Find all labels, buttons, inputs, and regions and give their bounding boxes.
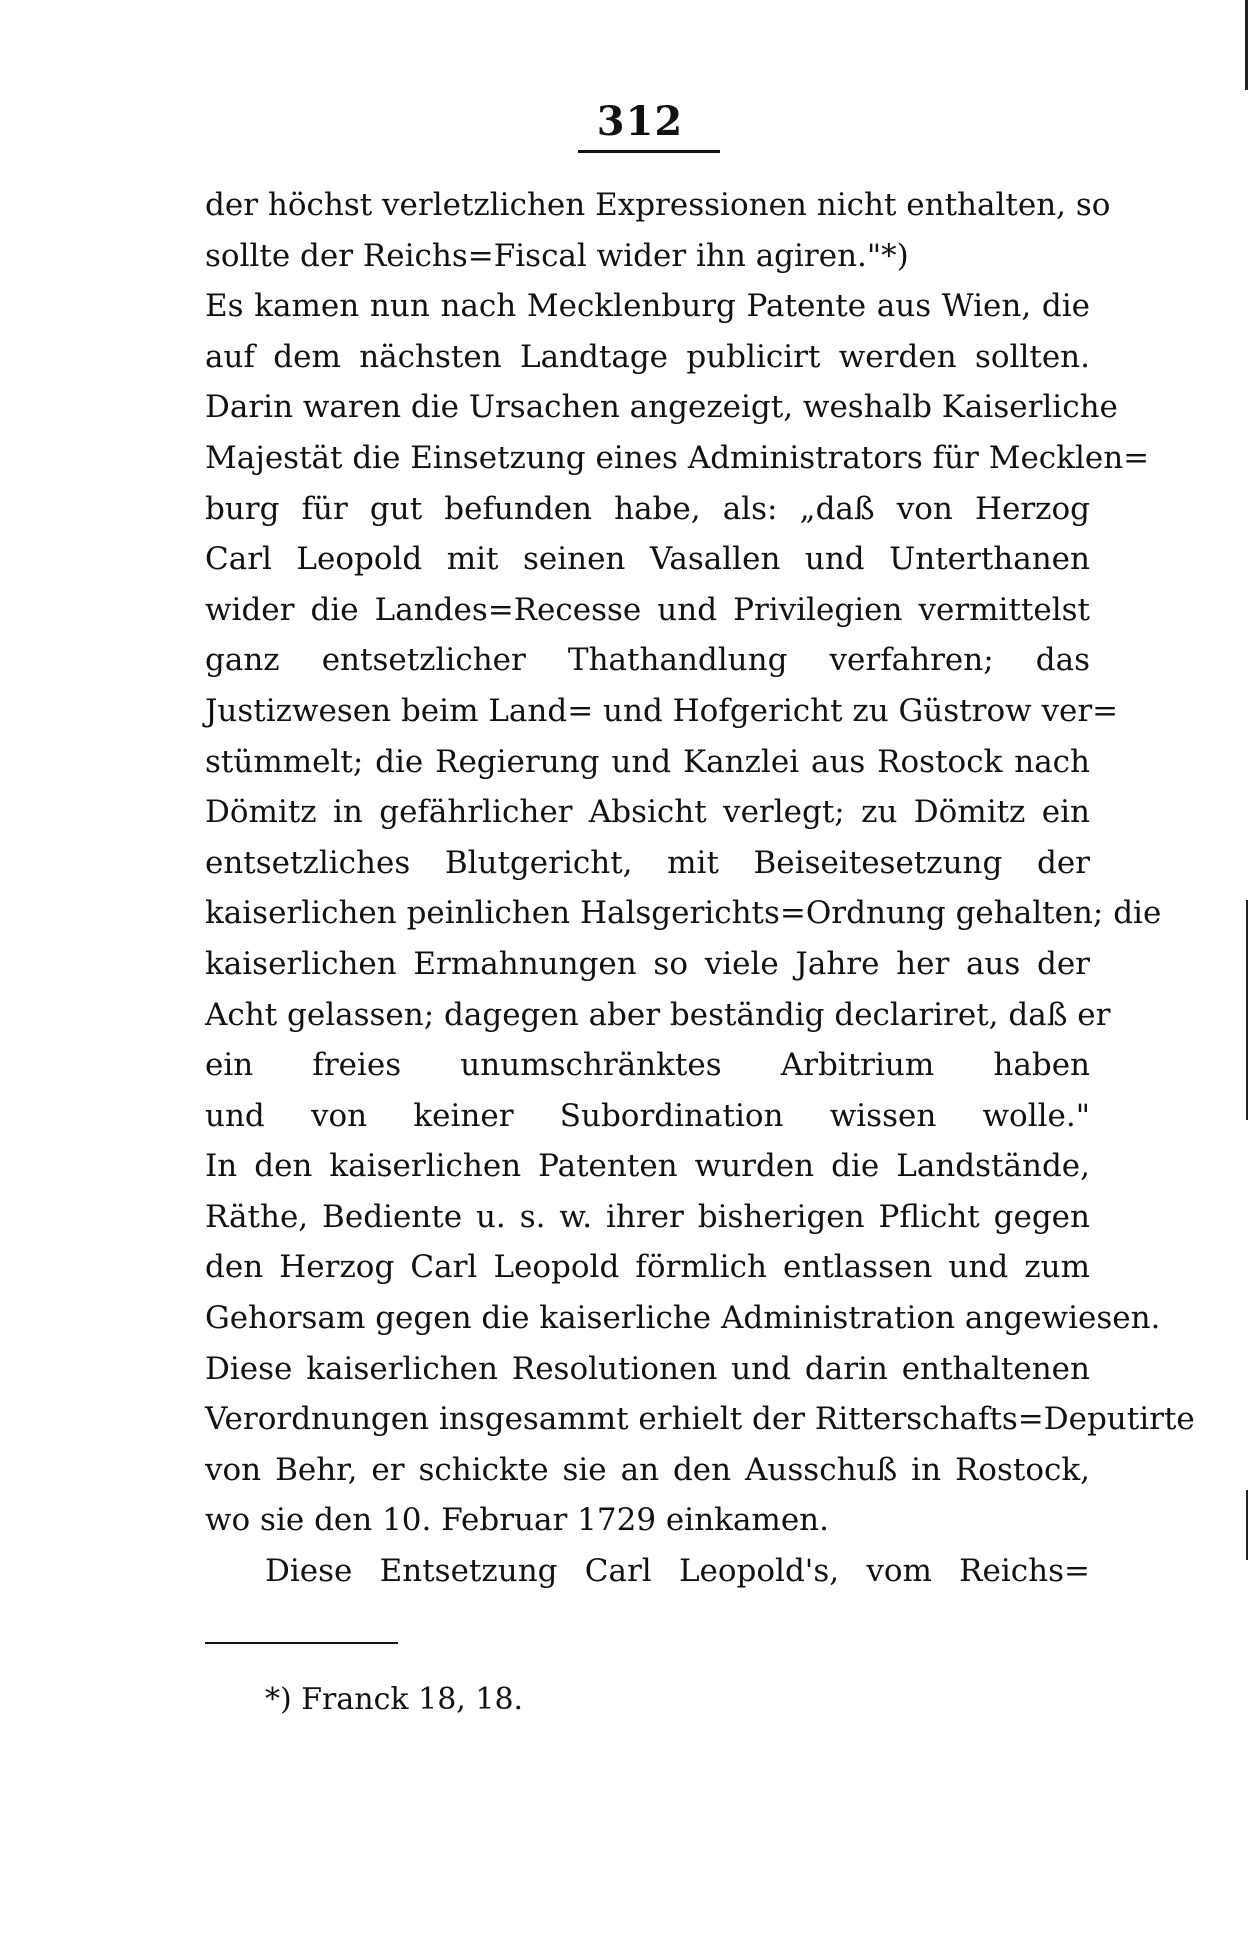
text-line: Justizwesen beim Land= und Hofgericht zu Güstrow ver= — [205, 692, 1119, 729]
text-line: Es kamen nun nach Mecklenburg Patente aus Wien, die — [205, 288, 1090, 325]
text-line: Räthe, Bediente u. s. w. ihrer bisherigen Pflicht gegen — [205, 1198, 1090, 1235]
text-line: den Herzog Carl Leopold förmlich entlassen und zum — [205, 1249, 1090, 1286]
text-line: Gehorsam gegen die kaiserliche Administration angewiesen. — [205, 1300, 1161, 1337]
footnote: *) Franck 18, 18. — [265, 1682, 524, 1717]
text-line: Darin waren die Ursachen angezeigt, weshalb Kaiserliche — [205, 389, 1118, 426]
page-number: 312 — [596, 98, 684, 145]
text-line: Carl Leopold mit seinen Vasallen und Unterthanen — [205, 541, 1090, 578]
page-edge-mark — [1245, 0, 1248, 90]
text-line: Dömitz in gefährlicher Absicht verlegt; zu Dömitz ein — [205, 794, 1090, 831]
footnote-rule — [205, 1642, 398, 1644]
text-line: auf dem nächsten Landtage publicirt werden sollten. — [205, 338, 1090, 375]
header-rule — [578, 150, 720, 153]
text-line: burg für gut befunden habe, als: „daß von Herzog — [205, 490, 1090, 527]
text-line: wo sie den 10. Februar 1729 einkamen. — [205, 1502, 829, 1539]
text-line: Acht gelassen; dagegen aber beständig declariret, daß er — [205, 996, 1111, 1033]
text-line: Verordnungen insgesammt erhielt der Ritterschafts=Deputirte — [205, 1401, 1195, 1438]
text-line: kaiserlichen peinlichen Halsgerichts=Ordnung gehalten; die — [205, 895, 1162, 932]
text-line: Diese kaiserlichen Resolutionen und darin enthaltenen — [205, 1350, 1090, 1387]
text-line: wider die Landes=Recesse und Privilegien vermittelst — [205, 591, 1090, 628]
text-line: entsetzliches Blutgericht, mit Beiseitesetzung der — [205, 844, 1090, 881]
text-line: In den kaiserlichen Patenten wurden die Landstände, — [205, 1148, 1090, 1185]
text-line: kaiserlichen Ermahnungen so viele Jahre her aus der — [205, 945, 1090, 982]
page-edge-mark — [1246, 900, 1248, 1120]
text-line: von Behr, er schickte sie an den Ausschuß in Rostock, — [205, 1451, 1090, 1488]
text-line: stümmelt; die Regierung und Kanzlei aus Rostock nach — [205, 743, 1090, 780]
text-line: Majestät die Einsetzung eines Administrators für Mecklen= — [205, 439, 1150, 476]
text-line: Diese Entsetzung Carl Leopold's, vom Reichs= — [265, 1553, 1090, 1590]
text-line: der höchst verletzlichen Expressionen nicht enthalten, so — [205, 187, 1111, 223]
page-edge-mark — [1246, 1490, 1248, 1560]
body-text — [205, 180, 1195, 1597]
text-line: ganz entsetzlicher Thathandlung verfahren; das — [205, 642, 1090, 679]
text-line: ein freies unumschränktes Arbitrium haben — [205, 1047, 1090, 1084]
text-line: sollte der Reichs=Fiscal wider ihn agiren."*) — [205, 237, 909, 274]
text-line: und von keiner Subordination wissen wolle." — [205, 1097, 1090, 1134]
